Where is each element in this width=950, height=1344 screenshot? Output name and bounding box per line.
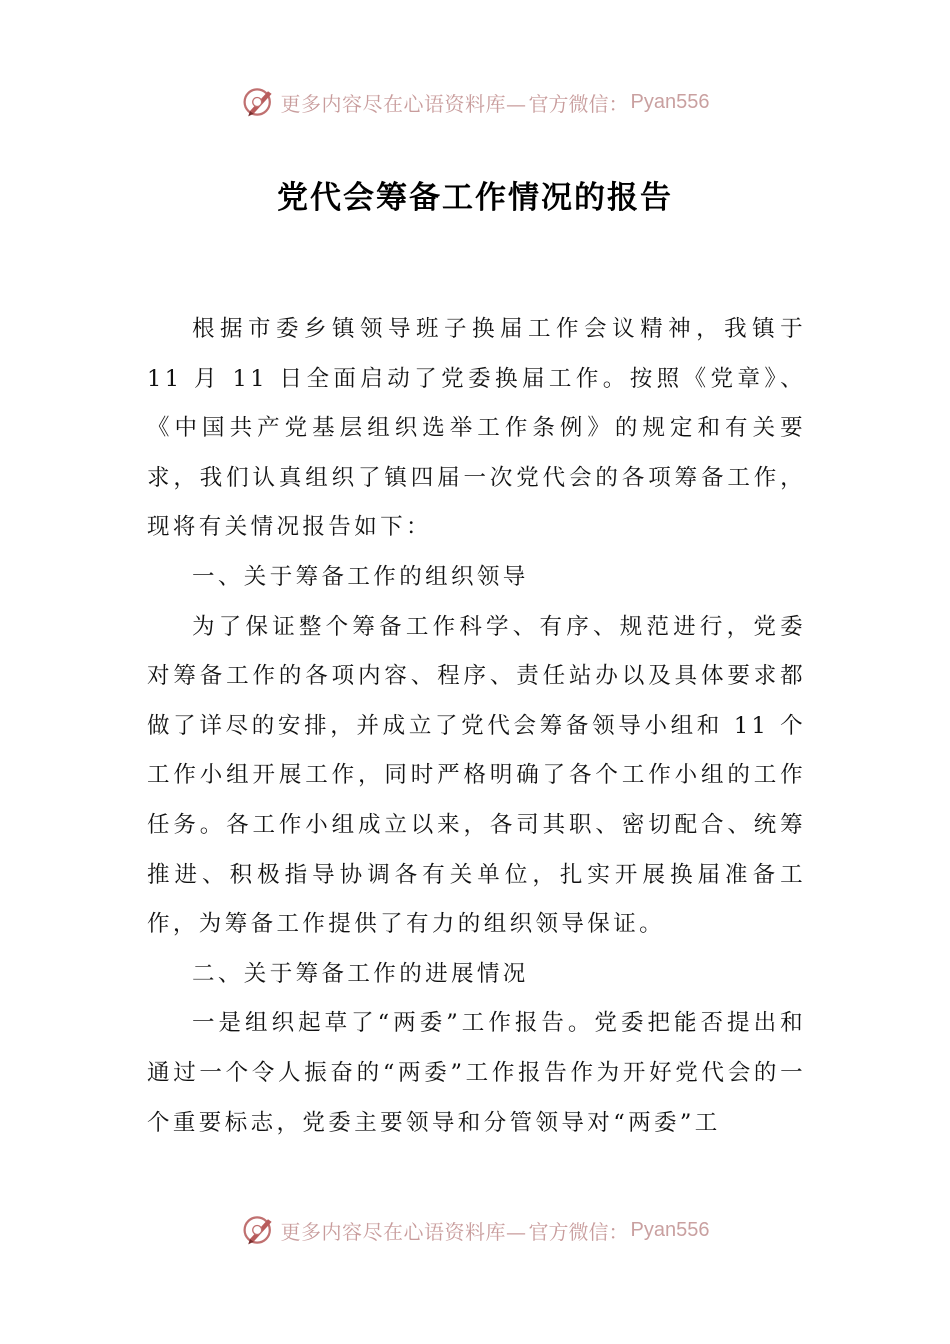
watermark-wechat-id: Pyan556 xyxy=(630,1218,710,1241)
watermark-text: 更多内容尽在心语资料库— xyxy=(280,91,527,116)
pen-logo-icon xyxy=(241,84,277,120)
paragraph-organization: 为了保证整个筹备工作科学、有序、规范进行，党委对筹备工作的各项内容、程序、责任站办以及具体要求都做了详尽的安排，并成立了党代会筹备领导小组和 11 个工作小组开展工作，同时严格明确了各个工作小组的工作任务。各工作小组成立以来，各司其职、密切配合、统筹推进、积极指导协调各有关单位，扎实开展换届准备工作，为筹备工作提供了有力的组织领导保证。 xyxy=(147,613,806,938)
paragraph-progress: 一是组织起草了“两委”工作报告。党委把能否提出和通过一个令人振奋的“两委”工作报告作为开好党代会的一个重要标志，党委主要领导和分管领导对“两委”工 xyxy=(147,1010,806,1136)
watermark-wechat-label: 官方微信： xyxy=(528,91,629,116)
watermark-header xyxy=(0,82,950,122)
document-title: 党代会筹备工作情况的报告 xyxy=(277,180,673,216)
watermark-wechat-label: 官方微信： xyxy=(528,1219,629,1244)
document-body xyxy=(147,305,806,1148)
watermark-text: 更多内容尽在心语资料库— xyxy=(280,1219,527,1244)
pen-logo-icon xyxy=(241,1212,277,1248)
paragraph-intro: 根据市委乡镇领导班子换届工作会议精神，我镇于 11 月 11 日全面启动了党委换届工作。按照《党章》、《中国共产党基层组织选举工作条例》的规定和有关要求，我们认真组织了镇四届一次党代会的各项筹备工作，现将有关情况报告如下： xyxy=(147,316,806,541)
watermark-wechat-id: Pyan556 xyxy=(630,90,710,113)
section-heading-2: 二、关于筹备工作的进展情况 xyxy=(192,960,529,987)
watermark-footer xyxy=(0,1210,950,1250)
section-heading-1: 一、关于筹备工作的组织领导 xyxy=(192,563,529,590)
